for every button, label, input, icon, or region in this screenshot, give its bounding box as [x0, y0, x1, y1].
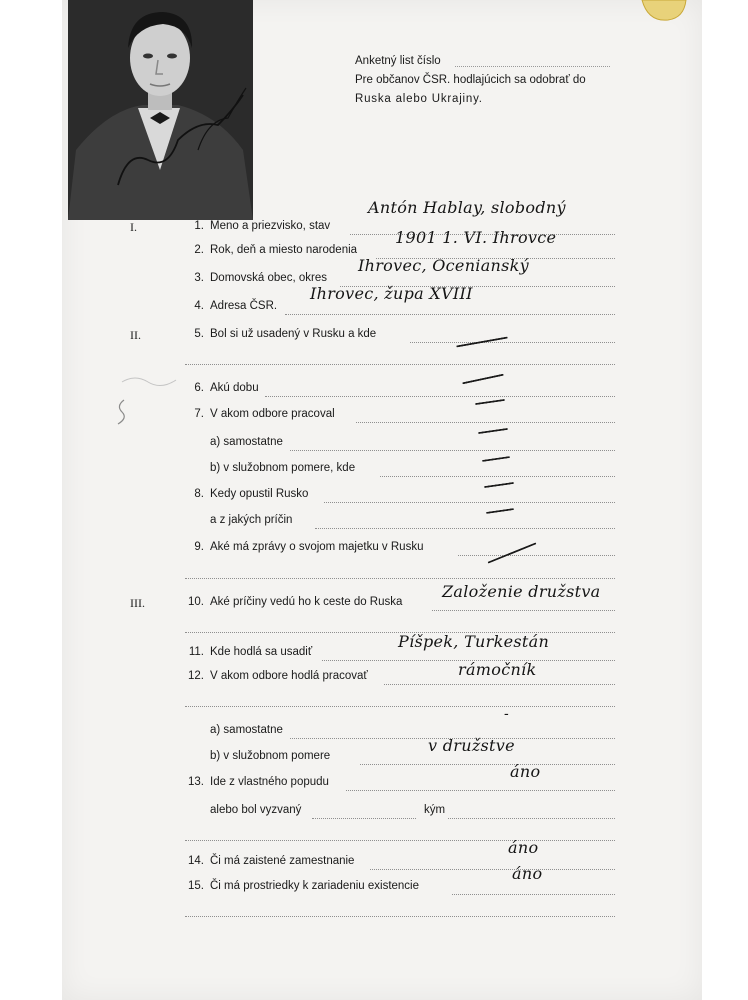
q13-line — [346, 790, 615, 791]
q1-answer: Antón Hablay, slobodný — [368, 198, 566, 217]
q6-line — [265, 396, 615, 397]
q8-line — [324, 502, 615, 503]
q7a-label: a) samostatne — [210, 436, 283, 448]
q5-line-2 — [185, 364, 615, 365]
q11-answer: Píšpek, Turkestán — [398, 632, 550, 651]
header-subtitle: Pre občanov ČSR. hodlajúcich sa odobrať do — [355, 74, 586, 86]
q3-answer: Ihrovec, Ocenianský — [358, 256, 530, 275]
q15-number: 15. — [188, 880, 204, 892]
section-two: II. — [130, 328, 141, 342]
q15-line — [452, 894, 615, 895]
q7b-label: b) v služobnom pomere, kde — [210, 462, 356, 474]
q12b-label: b) v služobnom pomere — [210, 750, 331, 762]
q13b-whom-label: kým — [424, 804, 446, 816]
q2-answer: 1901 1. VI. Ihrovce — [395, 228, 557, 247]
q14-line — [370, 869, 615, 870]
q10-label: Aké príčiny vedú ho k ceste do Ruska — [210, 596, 403, 608]
q9-label: Aké má zprávy o svojom majetku v Rusku — [210, 541, 424, 553]
q5-line — [410, 342, 615, 343]
q2-number: 2. — [194, 244, 204, 256]
q7-label: V akom odbore pracoval — [210, 408, 335, 420]
q6-label: Akú dobu — [210, 382, 259, 394]
q8b-label: a z jakých príčin — [210, 514, 293, 526]
q14-number: 14. — [188, 855, 204, 867]
q13-label: Ide z vlastného popudu — [210, 776, 329, 788]
q7b-line — [380, 476, 615, 477]
section-one: I. — [130, 220, 137, 234]
q10-answer: Založenie družstva — [442, 582, 601, 601]
q13-number: 13. — [188, 776, 204, 788]
q13-answer: áno — [510, 762, 541, 781]
seal-fragment — [640, 0, 688, 22]
q2-label: Rok, deň a miesto narodenia — [210, 244, 358, 256]
q4-line — [285, 314, 615, 315]
q14-label: Či má zaistené zamestnanie — [210, 855, 355, 867]
q10-line — [432, 610, 615, 611]
q3-label: Domovská obec, okres — [210, 272, 327, 284]
q3-number: 3. — [194, 272, 204, 284]
q15-label: Či má prostriedky k zariadeniu existencie — [210, 880, 420, 892]
q7a-line — [290, 450, 615, 451]
header-subtitle-2: Ruska alebo Ukrajiny. — [355, 93, 483, 105]
q12a-answer: - — [504, 706, 510, 722]
q12a-label: a) samostatne — [210, 724, 283, 736]
form-number-line — [455, 66, 610, 67]
q9-line — [458, 555, 615, 556]
q13-line-2 — [185, 840, 615, 841]
pencil-mark — [112, 398, 132, 428]
portrait-photo — [68, 0, 253, 220]
q12b-line — [360, 764, 615, 765]
q12b-answer: v družstve — [428, 736, 515, 755]
q14-answer: áno — [508, 838, 539, 857]
q12-number: 12. — [188, 670, 204, 682]
q4-answer: Ihrovec, župa XVIII — [310, 284, 473, 303]
form-number-label: Anketný list číslo — [355, 55, 441, 67]
q15-line-2 — [185, 916, 615, 917]
q7-line — [356, 422, 615, 423]
q8-number: 8. — [194, 488, 204, 500]
q4-label: Adresa ČSR. — [210, 300, 278, 312]
q13b-label: alebo bol vyzvaný — [210, 804, 302, 816]
q7-number: 7. — [194, 408, 204, 420]
q12-answer: rámočník — [458, 660, 537, 679]
section-three: III. — [130, 596, 145, 610]
q9-line-2 — [185, 578, 615, 579]
q9-number: 9. — [194, 541, 204, 553]
q10-number: 10. — [188, 596, 204, 608]
q11-label: Kde hodlá sa usadiť — [210, 646, 313, 658]
q6-number: 6. — [194, 382, 204, 394]
q12-line-2 — [185, 706, 615, 707]
q4-number: 4. — [194, 300, 204, 312]
q11-number: 11. — [188, 646, 204, 658]
q12-label: V akom odbore hodlá pracovať — [210, 670, 368, 682]
q13b-whom-line — [448, 818, 615, 819]
q8-label: Kedy opustil Rusko — [210, 488, 309, 500]
q15-answer: áno — [512, 864, 543, 883]
q1-label: Meno a priezvisko, stav — [210, 220, 331, 232]
pencil-scribble — [120, 370, 180, 390]
q5-label: Bol si už usadený v Rusku a kde — [210, 328, 377, 340]
q12-line — [384, 684, 615, 685]
q8b-line — [315, 528, 615, 529]
q13b-line — [312, 818, 416, 819]
q1-number: 1. — [194, 220, 204, 232]
q5-number: 5. — [194, 328, 204, 340]
